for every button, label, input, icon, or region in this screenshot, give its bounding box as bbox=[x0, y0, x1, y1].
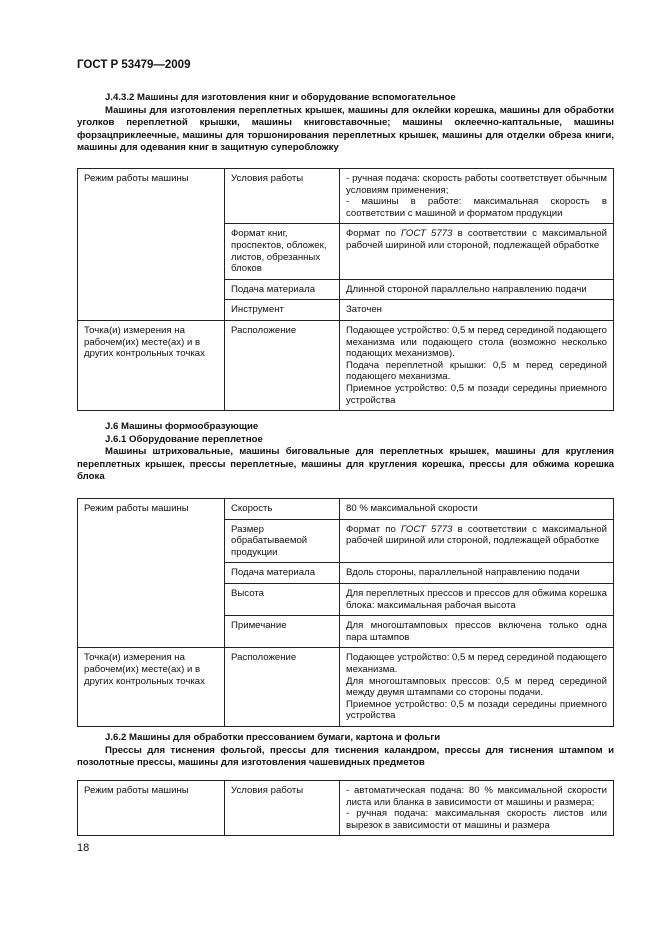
param-cell: Условия работы bbox=[225, 781, 340, 836]
value-cell bbox=[340, 224, 614, 279]
value-cell: - автоматическая подача: 80 % максимальной скорости листа или бланка в зависимости от машины и размера; - ручная подача: максимальная скорость листов или вырезок в зависимости от машины и размера bbox=[340, 781, 614, 836]
value-cell: - ручная подача: скорость работы соответствует обычным условиям применения; - машины в работе: максимальная скорость в соответствии с машиной и форматом продукции bbox=[340, 169, 614, 224]
table-row bbox=[78, 499, 614, 520]
section-j432 bbox=[77, 92, 614, 155]
param-cell: Расположение bbox=[225, 648, 340, 727]
section-j6-heading: J.6 Машины формообразующие bbox=[105, 421, 259, 432]
value-suffix: в соответствии с максимальной рабочей шириной или стороной, подлежащей обработке bbox=[346, 523, 607, 547]
standard-reference: ГОСТ 5773 bbox=[401, 228, 453, 240]
param-cell: Расположение bbox=[225, 320, 340, 410]
table-row bbox=[78, 169, 614, 224]
param-cell: Подача материала bbox=[225, 279, 340, 300]
value-cell: Для многоштамповых прессов включена только одна пара штампов bbox=[340, 616, 614, 648]
param-cell: Высота bbox=[225, 583, 340, 615]
mode-label-cell: Режим работы машины bbox=[78, 781, 225, 836]
table-1 bbox=[77, 168, 614, 411]
value-cell: Подающее устройство: 0,5 м перед серединой подающего механизма. Для многоштамповых прессов: 0,5 м перед серединой между двумя штампами со стороны подачи. Приемное устройство: 0,5 м позади середины приемного устройства bbox=[340, 648, 614, 727]
section-j62-heading: J.6.2 Машины для обработки прессованием бумаги, картона и фольги bbox=[105, 732, 441, 743]
table-row bbox=[78, 648, 614, 727]
param-cell: Размер обрабатываемой продукции bbox=[225, 519, 340, 563]
value-cell: Длинной стороной параллельно направлению подачи bbox=[340, 279, 614, 300]
value-cell bbox=[340, 519, 614, 563]
param-cell: Скорость bbox=[225, 499, 340, 520]
measurement-points-label-cell: Точка(и) измерения на рабочем(их) месте(ах) и в других контрольных точках bbox=[78, 648, 225, 727]
value-cell: Заточен bbox=[340, 300, 614, 321]
section-j61-heading: J.6.1 Оборудование переплетное bbox=[105, 433, 263, 445]
section-j62-paragraph: Прессы для тиснения фольгой, прессы для тиснения каландром, прессы для тиснения штампом и позолотные прессы, машины для изготовления чашевидных предметов bbox=[77, 744, 614, 769]
param-cell: Примечание bbox=[225, 616, 340, 648]
section-j432-paragraph: Машины для изготовления переплетных крышек, машины для оклейки корешка, машины для обработки уголков переплетной крышки, машины книговставочные; машины оклеечно-каптальные, машины форзацприклеечные, машины для торшонирования переплетных крышек, машины для отделки обреза книги, машины для одевания книг в защитную суперобложку bbox=[77, 104, 614, 154]
section-j62 bbox=[77, 732, 614, 770]
value-cell: Вдоль стороны, параллельной направлению подачи bbox=[340, 563, 614, 584]
table-2 bbox=[77, 498, 614, 727]
mode-label-cell: Режим работы машины bbox=[78, 169, 225, 321]
measurement-points-label-cell: Точка(и) измерения на рабочем(их) месте(ах) и в других контрольных точках bbox=[78, 320, 225, 410]
table-row bbox=[78, 781, 614, 836]
mode-label-cell: Режим работы машины bbox=[78, 499, 225, 648]
table-3 bbox=[77, 780, 614, 836]
param-cell: Инструмент bbox=[225, 300, 340, 321]
value-cell: Подающее устройство: 0,5 м перед серединой подающего механизма или подающего стола (возможно несколько подающих механизмов). Подача переплетной крышки: 0,5 м перед серединой подающего механизма. Приемное устройство: 0,5 м позади середины приемного устройства bbox=[340, 320, 614, 410]
page-number: 18 bbox=[77, 842, 90, 854]
param-cell: Подача материала bbox=[225, 563, 340, 584]
value-prefix: Формат по bbox=[346, 228, 401, 240]
value-suffix: в соответствии с максимальной рабочей шириной или стороной, подлежащей обработке bbox=[346, 228, 607, 251]
standard-reference: ГОСТ 5773 bbox=[401, 523, 453, 535]
section-j6 bbox=[77, 421, 614, 484]
value-cell: 80 % максимальной скорости bbox=[340, 499, 614, 520]
param-cell: Формат книг, проспектов, обложек, листов, обрезанных блоков bbox=[225, 224, 340, 279]
section-j432-heading: J.4.3.2 Машины для изготовления книг и оборудование вспомогательное bbox=[105, 92, 456, 103]
param-cell: Условия работы bbox=[225, 169, 340, 224]
section-j61-paragraph: Машины штриховальные, машины биговальные для переплетных крышек, машины для кругления переплетных крышек, прессы переплетные, машины для кругления корешка, прессы для обжима корешка блока bbox=[77, 446, 614, 483]
value-cell: Для переплетных прессов и прессов для обжима корешка блока: максимальная рабочая высота bbox=[340, 583, 614, 615]
table-row bbox=[78, 320, 614, 410]
value-prefix: Формат по bbox=[346, 523, 401, 535]
document-standard-header: ГОСТ Р 53479—2009 bbox=[77, 59, 191, 71]
